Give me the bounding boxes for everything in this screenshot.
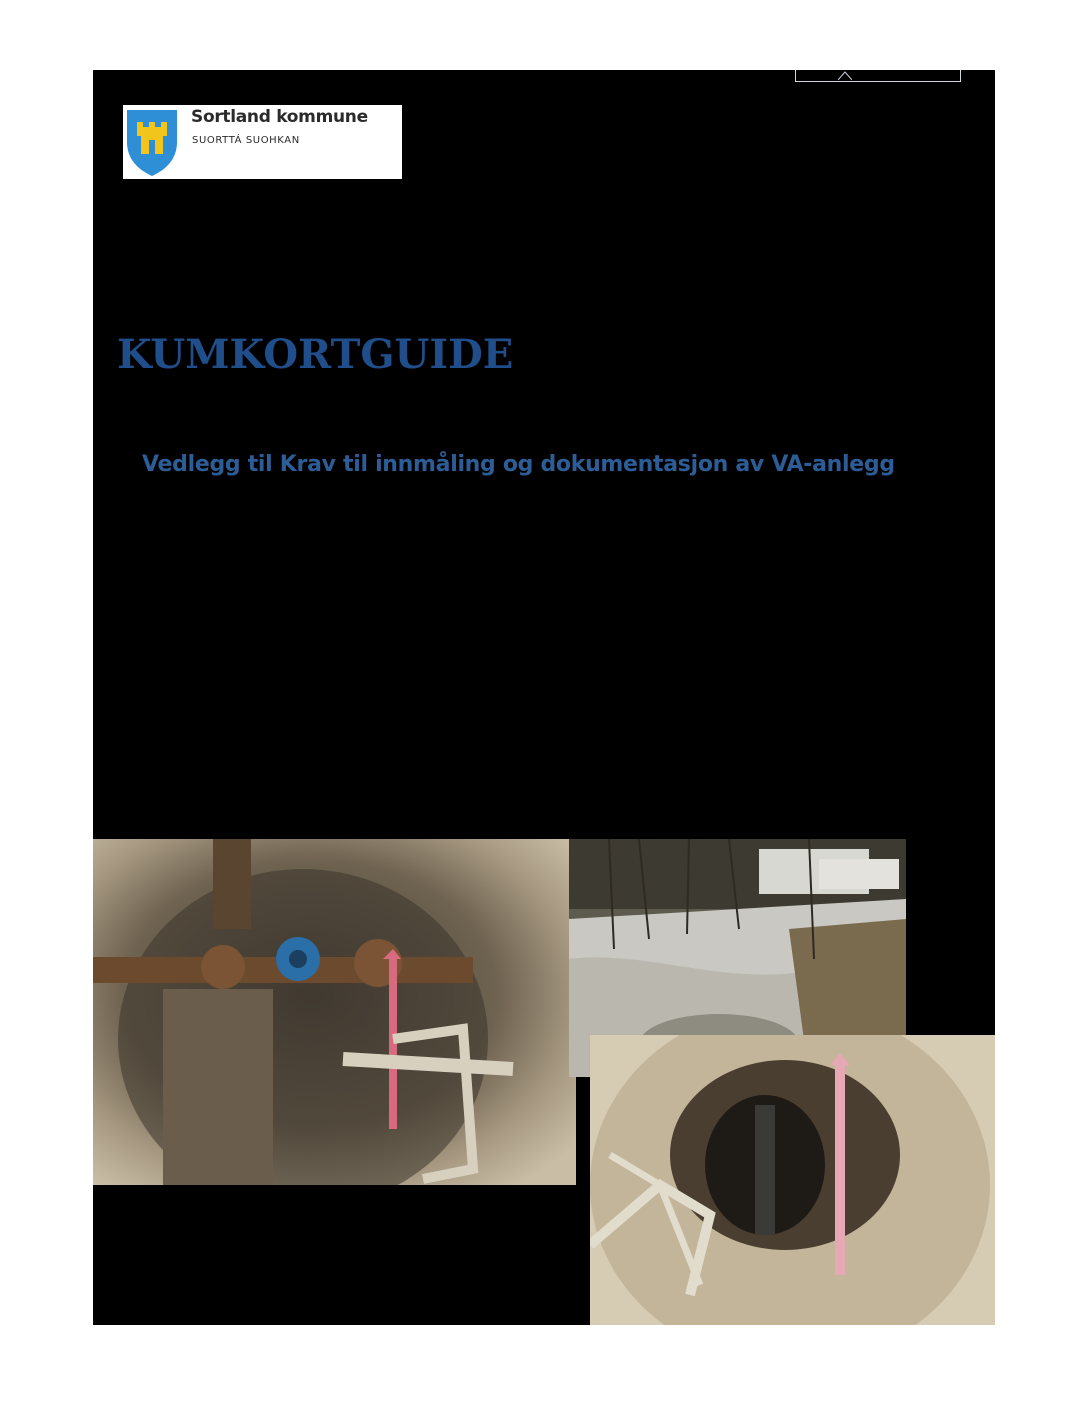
municipality-sami-name: SUORTTÁ SUOHKAN: [192, 135, 300, 146]
document-title: KUMKORTGUIDE: [117, 331, 514, 378]
well-interior-photo: [590, 1035, 995, 1325]
header-tab-notch: [838, 70, 852, 80]
municipality-logo: [123, 105, 402, 179]
header-tab-outline: [795, 70, 961, 82]
document-subtitle: Vedlegg til Krav til innmåling og dokumentasjon av VA-anlegg: [142, 452, 895, 477]
valve-manhole-photo: [93, 839, 576, 1185]
coat-of-arms-icon: [125, 108, 179, 178]
municipality-name: Sortland kommune: [191, 107, 368, 127]
